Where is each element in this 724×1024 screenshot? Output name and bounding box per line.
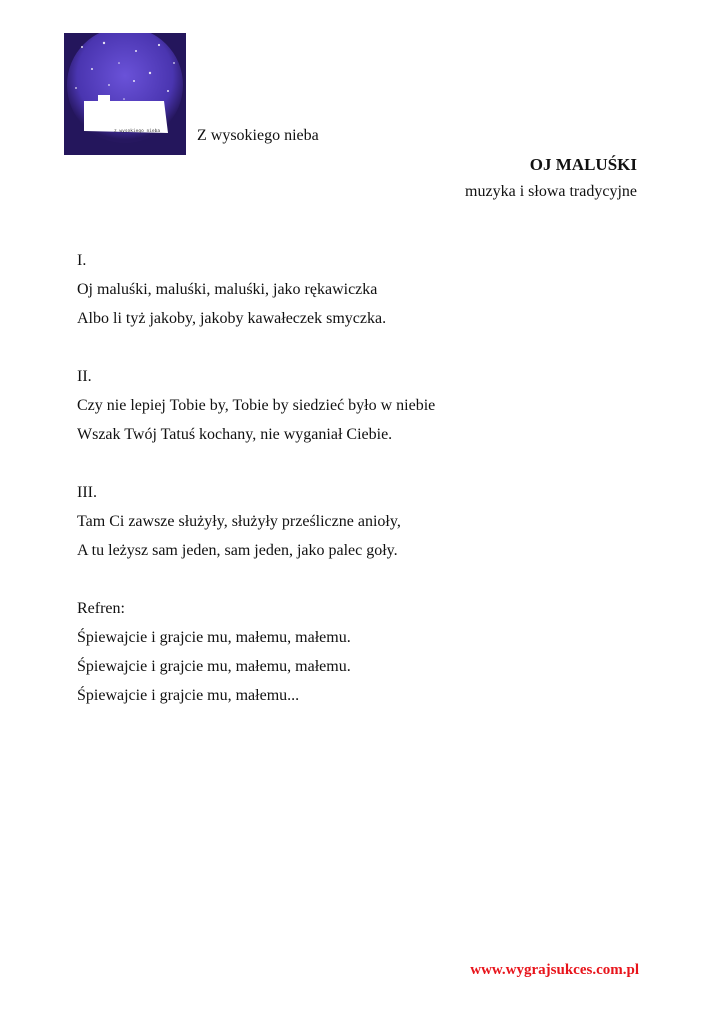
song-credits: muzyka i słowa tradycyjne: [465, 183, 637, 200]
stanza-1: [77, 250, 657, 337]
stanza-label: I.: [77, 252, 87, 269]
lyric-line: Tam Ci zawsze służyły, służyły prześliczne anioły,: [77, 513, 401, 530]
stanza-label: III.: [77, 484, 97, 501]
song-title: OJ MALUŚKI: [529, 155, 637, 174]
lyric-line: A tu leżysz sam jeden, sam jeden, jako palec goły.: [77, 542, 398, 559]
refrain: [77, 598, 657, 714]
lyric-line: Śpiewajcie i grajcie mu, małemu, małemu.: [77, 658, 351, 675]
cover-caption: z wysokiego nieba: [114, 129, 161, 134]
lyric-line: Albo li tyż jakoby, jakoby kawałeczek smyczka.: [77, 310, 387, 327]
lyric-line: Śpiewajcie i grajcie mu, małemu...: [77, 687, 300, 704]
album-cover-artwork: [64, 33, 186, 155]
stanza-2: [77, 366, 657, 453]
website-link[interactable]: www.wygrajsukces.com.pl: [470, 962, 639, 978]
lyric-line: Czy nie lepiej Tobie by, Tobie by siedzieć było w niebie: [77, 397, 436, 414]
lyric-line: Śpiewajcie i grajcie mu, małemu, małemu.: [77, 629, 351, 646]
stanza-3: [77, 482, 657, 569]
stanza-label: II.: [77, 368, 92, 385]
refrain-label: Refren:: [77, 600, 125, 617]
album-title: Z wysokiego nieba: [197, 127, 319, 144]
lyrics: [77, 250, 657, 743]
lyric-line: Oj maluśki, maluśki, maluśki, jako rękawiczka: [77, 281, 378, 298]
album-cover-image: [64, 33, 186, 155]
lyric-line: Wszak Twój Tatuś kochany, nie wyganiał Ciebie.: [77, 426, 393, 443]
